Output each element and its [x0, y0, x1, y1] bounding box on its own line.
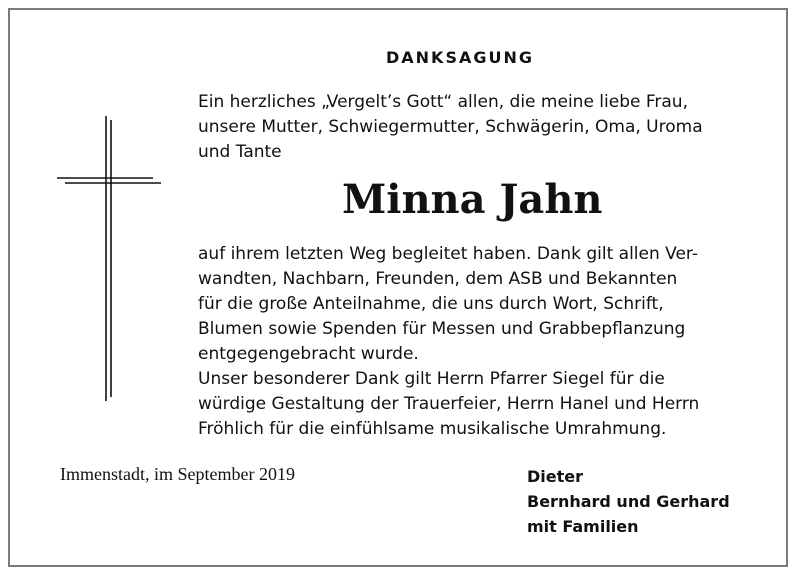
body-line: Unser besonderer Dank gilt Herrn Pfarrer Siegel für die — [198, 369, 665, 389]
body-line: Blumen sowie Spenden für Messen und Grabbepflanzung — [198, 319, 686, 339]
body-line: würdige Gestaltung der Trauerfeier, Herrn Hanel und Herrn — [198, 394, 700, 414]
signer-line: Bernhard und Gerhard — [527, 492, 730, 511]
body-paragraph — [198, 242, 758, 442]
cross-icon — [55, 116, 165, 401]
body-line: für die große Anteilnahme, die uns durch Wort, Schrift, — [198, 294, 664, 314]
signer-line: mit Familien — [527, 517, 639, 536]
notice-heading: DANKSAGUNG — [386, 48, 535, 67]
body-line: auf ihrem letzten Weg begleitet haben. Dank gilt allen Ver- — [198, 244, 698, 264]
place-date: Immenstadt, im September 2019 — [60, 464, 295, 484]
body-line: wandten, Nachbarn, Freunden, dem ASB und Bekannten — [198, 269, 678, 289]
body-line: Fröhlich für die einfühlsame musikalische Umrahmung. — [198, 419, 667, 439]
signer-line: Dieter — [527, 467, 584, 486]
intro-line: unsere Mutter, Schwiegermutter, Schwägerin, Oma, Uroma — [198, 117, 703, 137]
intro-line: Ein herzliches „Vergelt’s Gott“ allen, die meine liebe Frau, — [198, 92, 688, 112]
intro-paragraph — [198, 90, 758, 165]
intro-line: und Tante — [198, 142, 282, 162]
signers-block — [527, 464, 730, 539]
deceased-name: Minna Jahn — [342, 176, 603, 223]
body-line: entgegengebracht wurde. — [198, 344, 419, 364]
